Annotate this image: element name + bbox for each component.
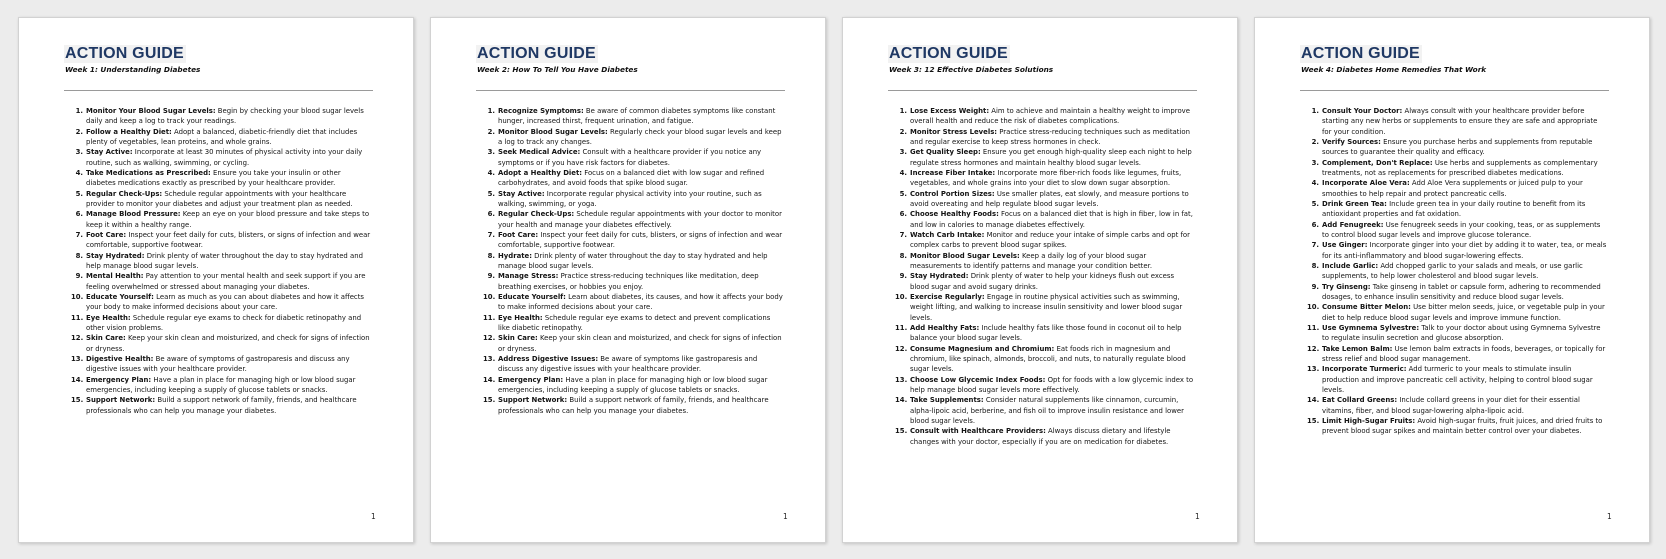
item-label: Drink Green Tea: [1322,199,1387,208]
item-text: Use lemon balm extracts in foods, beverages, or topically for stress relief and blood sugar management. [1322,344,1606,363]
list-item [895,426,1195,447]
item-text: Practice stress-reducing techniques such as meditation and regular exercise to keep stress hormones in check. [910,127,1190,146]
item-number: 12. [483,334,496,343]
item-text: Ensure you purchase herbs and supplements from reputable sources to guarantee their quality and efficacy. [1322,137,1593,157]
item-number: 7. [487,230,495,239]
item-label: Eye Health: [498,313,543,322]
item-number: 14. [71,375,84,384]
item-text: Include healthy fats like those found in coconut oil to help balance your blood sugar levels. [910,323,1182,343]
list-item [483,333,783,354]
item-number: 5. [75,189,83,198]
page-number: 1 [371,512,376,521]
item-number: 1. [487,107,495,115]
item-label: Consume Bitter Melon: [1322,303,1411,312]
list-item [1307,282,1607,303]
list-item [1307,302,1607,323]
page-title: ACTION GUIDE [1301,45,1420,62]
item-number: 7. [1311,241,1319,250]
item-number: 13. [483,354,496,363]
list-item [71,127,371,148]
item-label: Add Healthy Fats: [910,323,980,332]
list-item [483,395,783,416]
list-item [1307,199,1607,220]
item-number: 15. [483,396,496,405]
item-text: Have a plan in place for managing high or low blood sugar emergencies, including keeping a supply of glucose tablets or snacks. [498,375,768,394]
list-item [483,251,783,272]
item-text: Keep your skin clean and moisturized, and check for signs of infection or dryness. [498,334,782,353]
item-text: Be aware of symptoms like gastroparesis and discuss any digestive issues with your healthcare provider. [498,354,758,374]
list-item [483,189,783,210]
item-number: 12. [1307,344,1320,353]
item-label: Incorporate Turmeric: [1322,365,1407,374]
item-label: Lose Excess Weight: [910,107,990,115]
item-number: 14. [483,375,496,384]
list-item [1307,323,1607,344]
item-text: Add turmeric to your meals to stimulate insulin production and improve pancreatic cell activity, helping to control blood sugar levels. [1322,365,1593,394]
item-label: Hydrate: [498,251,532,260]
list-item [895,106,1195,127]
item-number: 1. [899,107,907,115]
item-label: Stay Active: [498,189,545,198]
list-item [483,168,783,189]
item-text: Learn as much as you can about diabetes and how it affects your body to make informed decisions about your care. [86,292,365,312]
item-label: Consult with Healthcare Providers: [910,427,1046,436]
item-text: Inspect your feet daily for cuts, blisters, or signs of infection and wear comfortable, supportive footwear. [498,230,783,250]
item-text: Build a support network of family, friends, and healthcare professionals who can help you manage your diabetes. [86,396,357,415]
list-item [71,271,371,292]
item-number: 8. [487,251,495,260]
item-label: Educate Yourself: [498,292,566,301]
item-label: Regular Check-Ups: [86,189,163,198]
action-list [895,106,1195,447]
item-label: Consult Your Doctor: [1322,107,1403,115]
list-item [483,271,783,292]
item-label: Eye Health: [86,313,131,322]
item-number: 5. [899,189,907,198]
list-item [71,209,371,230]
list-item [895,251,1195,272]
item-text: Schedule regular appointments with your doctor to monitor your health and manage your diabetes effectively. [498,210,782,229]
item-text: Add Aloe Vera supplements or juiced pulp to your smoothies to help repair and protect pancreatic cells. [1322,179,1583,198]
item-number: 10. [895,292,908,301]
item-number: 6. [899,210,907,219]
item-number: 5. [1311,199,1319,208]
item-label: Emergency Plan: [498,375,564,384]
list-item [483,209,783,230]
item-number: 7. [899,230,907,239]
list-item [895,395,1195,426]
item-number: 10. [71,292,84,301]
item-number: 4. [75,168,83,177]
list-item [483,147,783,168]
item-text: Engage in routine physical activities such as swimming, weight lifting, and walking to increase insulin sensitivity and lower blood sugar levels. [910,292,1183,322]
list-item [71,313,371,334]
item-number: 5. [487,189,495,198]
list-item [895,375,1195,396]
item-number: 9. [1311,282,1319,291]
item-number: 13. [895,375,908,384]
list-item [1307,395,1607,416]
item-number: 3. [75,148,83,157]
list-item [71,251,371,272]
action-list [483,106,783,416]
item-text: Consult with a healthcare provider if you notice any symptoms or if you have risk factors for diabetes. [498,148,762,167]
page-number: 1 [783,512,788,521]
item-text: Be aware of common diabetes symptoms like constant hunger, increased thirst, frequent urination, and fatigue. [498,107,776,126]
header-divider [64,90,373,91]
list-item [895,127,1195,148]
item-number: 14. [1307,396,1320,405]
item-label: Digestive Health: [86,354,154,363]
document-page [1254,17,1650,543]
item-number: 8. [899,251,907,260]
item-label: Watch Carb Intake: [910,230,985,239]
header-divider [888,90,1197,91]
item-number: 9. [487,272,495,281]
item-label: Seek Medical Advice: [498,148,581,157]
item-label: Stay Active: [86,148,133,157]
page-subtitle: Week 1: Understanding Diabetes [65,65,201,74]
list-item [71,354,371,375]
item-text: Build a support network of family, friends, and healthcare professionals who can help you manage your diabetes. [498,396,769,415]
item-text: Schedule regular eye exams to detect and prevent complications like diabetic retinopathy. [498,313,771,332]
item-number: 2. [75,127,83,136]
item-label: Follow a Healthy Diet: [86,127,172,136]
item-text: Avoid high-sugar fruits, fruit juices, and dried fruits to prevent blood sugar spikes and maintain better control over your diabetes. [1322,416,1603,436]
item-label: Consume Magnesium and Chromium: [910,344,1055,353]
page-subtitle: Week 4: Diabetes Home Remedies That Work [1301,65,1487,74]
item-number: 11. [483,313,496,322]
page-subtitle: Week 3: 12 Effective Diabetes Solutions [889,65,1054,74]
list-item [895,189,1195,210]
item-label: Foot Care: [86,230,127,239]
item-text: Adopt a balanced, diabetic-friendly diet that includes plenty of vegetables, lean proteins, and whole grains. [86,127,358,146]
item-text: Always consult with your healthcare provider before starting any new herbs or supplements to ensure they are safe and appropriate for your condition. [1322,107,1598,136]
item-label: Skin Care: [86,334,126,343]
list-item [71,168,371,189]
item-number: 6. [487,210,495,219]
item-text: Incorporate more fiber-rich foods like legumes, fruits, vegetables, and whole grains into your diet to slow down sugar absorption. [910,168,1182,188]
list-item [71,333,371,354]
item-text: Aim to achieve and maintain a healthy weight to improve overall health and reduce the risk of diabetes complications. [910,107,1190,126]
document-page [430,17,826,543]
list-item [1307,158,1607,179]
action-list [1307,106,1607,437]
item-text: Use bitter melon seeds, juice, or vegetable pulp in your diet to help reduce blood sugar levels and improve immune function. [1322,303,1605,322]
item-text: Be aware of symptoms of gastroparesis and discuss any digestive issues with your healthcare provider. [86,354,350,374]
item-label: Support Network: [86,396,156,405]
item-text: Incorporate at least 30 minutes of physical activity into your daily routine, such as walking, swimming, or cycling. [86,148,363,167]
item-number: 12. [71,334,84,343]
item-text: Use smaller plates, eat slowly, and measure portions to avoid overeating and help regulate blood sugar levels. [910,189,1189,208]
list-item [895,292,1195,323]
item-label: Control Portion Sizes: [910,189,995,198]
item-text: Schedule regular appointments with your healthcare provider to monitor your diabetes and adjust your treatment plan as needed. [86,189,353,208]
item-label: Address Digestive Issues: [498,354,599,363]
item-label: Use Gymnema Sylvestre: [1322,323,1420,332]
item-number: 8. [75,251,83,260]
page-subtitle: Week 2: How To Tell You Have Diabetes [477,65,638,74]
item-text: Drink plenty of water to help your kidneys flush out excess blood sugar and avoid sugary drinks. [910,272,1175,291]
item-label: Recognize Symptoms: [498,107,584,115]
list-item [71,395,371,416]
item-number: 3. [899,148,907,157]
list-item [1307,178,1607,199]
list-item [483,313,783,334]
item-text: Pay attention to your mental health and seek support if you are feeling overwhelmed or stressed about managing your diabetes. [86,272,366,291]
item-number: 11. [895,323,908,332]
item-label: Skin Care: [498,334,538,343]
item-number: 15. [71,396,84,405]
item-label: Foot Care: [498,230,539,239]
item-text: Eat foods rich in magnesium and chromium, like spinach, almonds, broccoli, and nuts, to naturally regulate blood sugar levels. [910,344,1186,374]
header-divider [476,90,785,91]
item-label: Eat Collard Greens: [1322,396,1398,405]
list-item [71,106,371,127]
item-number: 12. [895,344,908,353]
item-number: 1. [1311,107,1319,115]
item-text: Take ginseng in tablet or capsule form, adhering to recommended dosages, to enhance insulin sensitivity and reduce blood sugar levels. [1322,282,1601,301]
item-number: 15. [895,427,908,436]
list-item [483,127,783,148]
item-number: 2. [487,127,495,136]
item-text: Opt for foods with a low glycemic index to help manage blood sugar levels more effectively. [910,375,1194,394]
item-text: Keep a daily log of your blood sugar measurements to identify patterns and manage your condition better. [910,251,1153,270]
item-label: Add Fenugreek: [1322,220,1384,229]
item-text: Incorporate ginger into your diet by adding it to water, tea, or meals for its anti-inflammatory and blood sugar-lowering effects. [1322,241,1607,260]
item-text: Consider natural supplements like cinnamon, curcumin, alpha-lipoic acid, berberine, and fish oil to improve insulin resistance and lower blood sugar levels. [910,396,1184,425]
list-item [1307,106,1607,137]
item-label: Get Quality Sleep: [910,148,981,157]
list-item [1307,364,1607,395]
header-divider [1300,90,1609,91]
item-label: Manage Blood Pressure: [86,210,181,219]
list-item [1307,344,1607,365]
page-title: ACTION GUIDE [65,45,184,62]
item-number: 10. [483,292,496,301]
item-label: Incorporate Aloe Vera: [1322,179,1410,188]
item-text: Incorporate regular physical activity into your routine, such as walking, swimming, or yoga. [498,189,762,208]
item-number: 2. [899,127,907,136]
list-item [483,292,783,313]
item-label: Verify Sources: [1322,137,1381,146]
list-item [1307,137,1607,158]
item-label: Monitor Stress Levels: [910,127,998,136]
list-item [71,230,371,251]
item-number: 4. [487,168,495,177]
item-number: 6. [1311,220,1319,229]
document-page [842,17,1238,543]
item-number: 3. [1311,158,1319,167]
item-text: Learn about diabetes, its causes, and how it affects your body to make informed decisions about your care. [498,292,783,312]
list-item [895,323,1195,344]
item-number: 13. [71,354,84,363]
list-item [483,375,783,396]
item-text: Practice stress-reducing techniques like meditation, deep breathing exercises, or hobbies you enjoy. [498,272,759,291]
item-label: Exercise Regularly: [910,292,985,301]
list-item [483,230,783,251]
item-label: Monitor Blood Sugar Levels: [910,251,1020,260]
item-text: Begin by checking your blood sugar levels daily and keep a log to track your readings. [86,107,364,126]
list-item [71,375,371,396]
item-text: Always discuss dietary and lifestyle changes with your doctor, especially if you are on medication for diabetes. [910,427,1171,446]
item-text: Drink plenty of water throughout the day to stay hydrated and help manage blood sugar levels. [86,251,363,270]
item-text: Include collard greens in your diet for their essential vitamins, fiber, and blood sugar-lowering alpha-lipoic acid. [1322,396,1580,415]
list-item [71,189,371,210]
page-number: 1 [1195,512,1200,521]
item-label: Stay Hydrated: [910,272,969,281]
list-item [895,168,1195,189]
item-text: Use herbs and supplements as complementary treatments, not as replacements for prescribed diabetes medications. [1322,158,1598,177]
list-item [895,209,1195,230]
item-label: Regular Check-Ups: [498,210,575,219]
item-text: Inspect your feet daily for cuts, blisters, or signs of infection and wear comfortable, supportive footwear. [86,230,371,250]
item-label: Adopt a Healthy Diet: [498,168,583,177]
item-number: 7. [75,230,83,239]
item-text: Schedule regular eye exams to check for diabetic retinopathy and other vision problems. [86,313,362,332]
item-number: 13. [1307,365,1320,374]
list-item [895,344,1195,375]
list-item [1307,261,1607,282]
item-label: Limit High-Sugar Fruits: [1322,416,1416,425]
item-label: Take Lemon Balm: [1322,344,1393,353]
item-number: 6. [75,210,83,219]
item-text: Keep your skin clean and moisturized, and check for signs of infection or dryness. [86,334,370,353]
item-label: Try Ginseng: [1322,282,1371,291]
item-text: Ensure you get enough high-quality sleep each night to help regulate stress hormones and maintain healthy blood sugar levels. [910,148,1192,167]
list-item [71,292,371,313]
item-number: 11. [1307,323,1320,332]
page-number: 1 [1607,512,1612,521]
item-text: Add chopped garlic to your salads and meals, or use garlic supplements, to help lower cholesterol and blood sugar levels. [1322,261,1583,281]
item-text: Keep an eye on your blood pressure and take steps to keep it within a healthy range. [86,210,370,229]
item-label: Include Garlic: [1322,261,1379,270]
item-text: Regularly check your blood sugar levels and keep a log to track any changes. [498,127,782,146]
item-label: Stay Hydrated: [86,251,145,260]
item-number: 4. [1311,179,1319,188]
list-item [895,147,1195,168]
item-label: Support Network: [498,396,568,405]
item-label: Increase Fiber Intake: [910,168,996,177]
item-text: Ensure you take your insulin or other diabetes medications exactly as prescribed by your healthcare provider. [86,168,341,188]
list-item [483,354,783,375]
item-number: 8. [1311,261,1319,270]
item-number: 15. [1307,416,1320,425]
item-label: Use Ginger: [1322,241,1368,250]
item-number: 3. [487,148,495,157]
item-text: Include green tea in your daily routine to benefit from its antioxidant properties and fat oxidation. [1322,199,1586,219]
item-label: Manage Stress: [498,272,559,281]
list-item [895,271,1195,292]
item-label: Monitor Blood Sugar Levels: [498,127,608,136]
item-label: Educate Yourself: [86,292,154,301]
item-text: Monitor and reduce your intake of simple carbs and opt for complex carbs to prevent blood sugar spikes. [910,230,1190,250]
item-label: Mental Health: [86,272,144,281]
item-label: Take Supplements: [910,396,984,405]
document-page [18,17,414,543]
item-label: Choose Low Glycemic Index Foods: [910,375,1046,384]
item-text: Use fenugreek seeds in your cooking, teas, or as supplements to control blood sugar levels and improve glucose tolerance. [1322,220,1601,239]
list-item [1307,240,1607,261]
item-label: Take Medications as Prescribed: [86,168,211,177]
item-text: Focus on a balanced diet with low sugar and refined carbohydrates, and avoid foods that spike blood sugar. [498,168,765,188]
item-text: Drink plenty of water throughout the day to stay hydrated and help manage blood sugar levels. [498,251,768,270]
item-label: Complement, Don't Replace: [1322,158,1433,167]
item-number: 4. [899,168,907,177]
list-item [71,147,371,168]
list-item [1307,220,1607,241]
item-number: 9. [899,272,907,281]
item-label: Monitor Your Blood Sugar Levels: [86,107,216,115]
item-number: 11. [71,313,84,322]
item-text: Have a plan in place for managing high or low blood sugar emergencies, including keeping a supply of glucose tablets or snacks. [86,375,356,394]
item-number: 10. [1307,303,1320,312]
item-text: Talk to your doctor about using Gymnema Sylvestre to regulate insulin secretion and glucose absorption. [1322,323,1601,343]
page-title: ACTION GUIDE [477,45,596,62]
list-item [895,230,1195,251]
item-number: 14. [895,396,908,405]
item-number: 2. [1311,137,1319,146]
item-number: 9. [75,272,83,281]
list-item [1307,416,1607,437]
item-label: Choose Healthy Foods: [910,210,999,219]
item-label: Emergency Plan: [86,375,152,384]
item-number: 1. [75,107,83,115]
page-title: ACTION GUIDE [889,45,1008,62]
list-item [483,106,783,127]
item-text: Focus on a balanced diet that is high in fiber, low in fat, and low in calories to manage diabetes effectively. [910,210,1193,229]
action-list [71,106,371,416]
